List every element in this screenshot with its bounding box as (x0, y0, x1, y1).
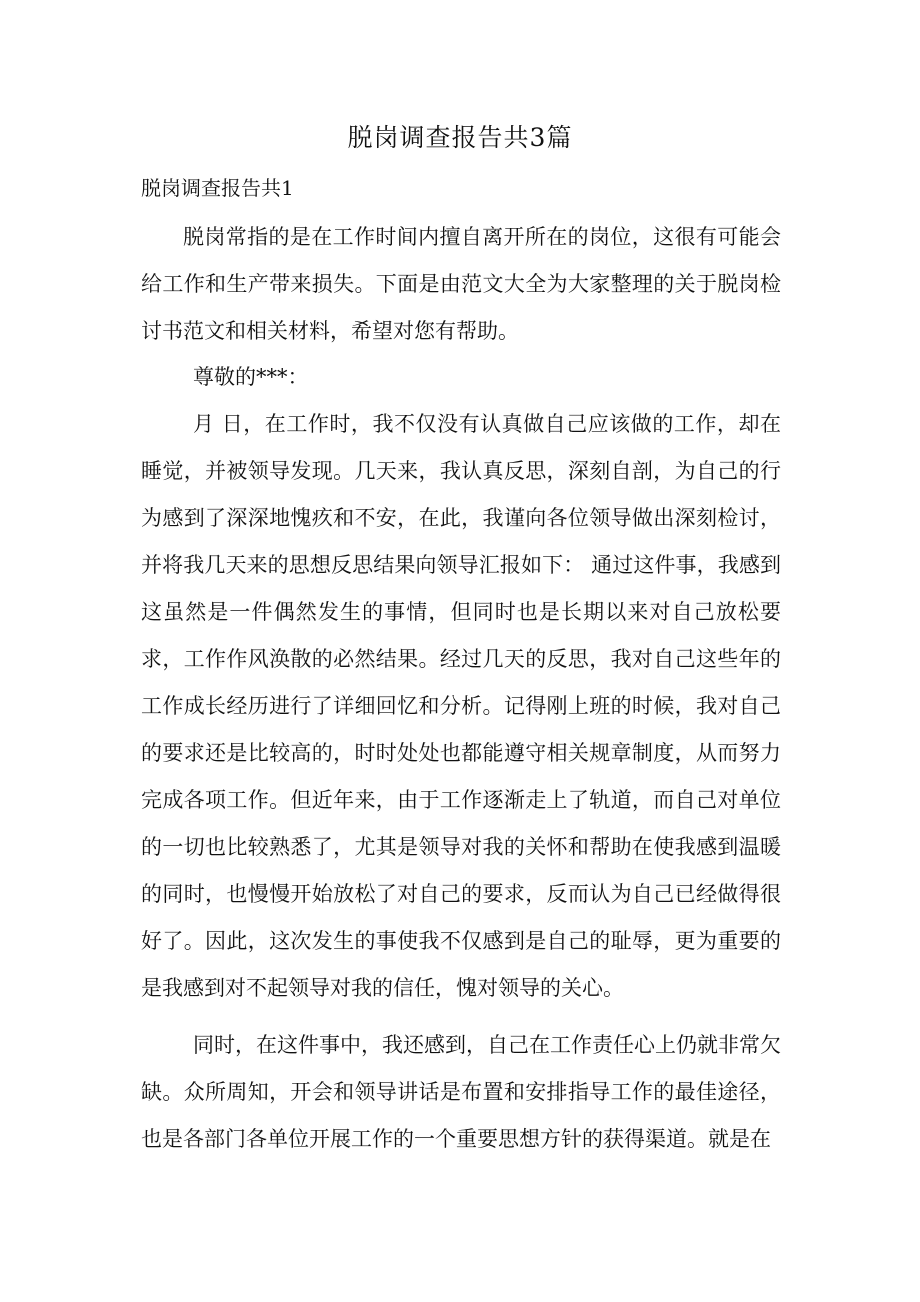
body-paragraph: 同时，在这件事中，我还感到，自己在工作责任心上仍就非常欠缺。众所周知，开会和领导讲话是布置和安排指导工作的最佳途径，也是各部门各单位开展工作的一个重要思想方针的获得渠道。就是在 (141, 1033, 781, 1151)
section-heading: 脱岗调查报告共1 (141, 176, 294, 200)
document-title: 脱岗调查报告共3篇 (347, 123, 573, 152)
salutation: 尊敬的***： (193, 365, 309, 389)
intro-paragraph: 脱岗常指的是在工作时间内擅自离开所在的岗位，这很有可能会给工作和生产带来损失。下面是由范文大全为大家整理的关于脱岗检讨书范文和相关材料，希望对您有帮助。 (141, 225, 781, 343)
body-paragraph: 月 日，在工作时，我不仅没有认真做自己应该做的工作，却在睡觉，并被领导发现。几天来，我认真反思，深刻自剖，为自己的行为感到了深深地愧疚和不安，在此，我谨向各位领导做出深刻检讨，并将我几天来的思想反思结果向领导汇报如下： 通过这件事，我感到这虽然是一件偶然发生的事情，但同时也是长期以来对自己放松要求，工作作风涣散的必然结果。经过几天的反思，我对自己这些年的工作成长经历进行了详细回忆和分析。记得刚上班的时候，我对自己的要求还是比较高的，时时处处也都能遵守相关规章制度，从而努力完成各项工作。但近年来，由于工作逐渐走上了轨道，而自己对单位的一切也比较熟悉了，尤其是领导对我的关怀和帮助在使我感到温暖的同时，也慢慢开始放松了对自己的要求，反而认为自己已经做得很好了。因此，这次发生的事使我不仅感到是自己的耻辱，更为重要的是我感到对不起领导对我的信任，愧对领导的关心。 (141, 412, 781, 1000)
